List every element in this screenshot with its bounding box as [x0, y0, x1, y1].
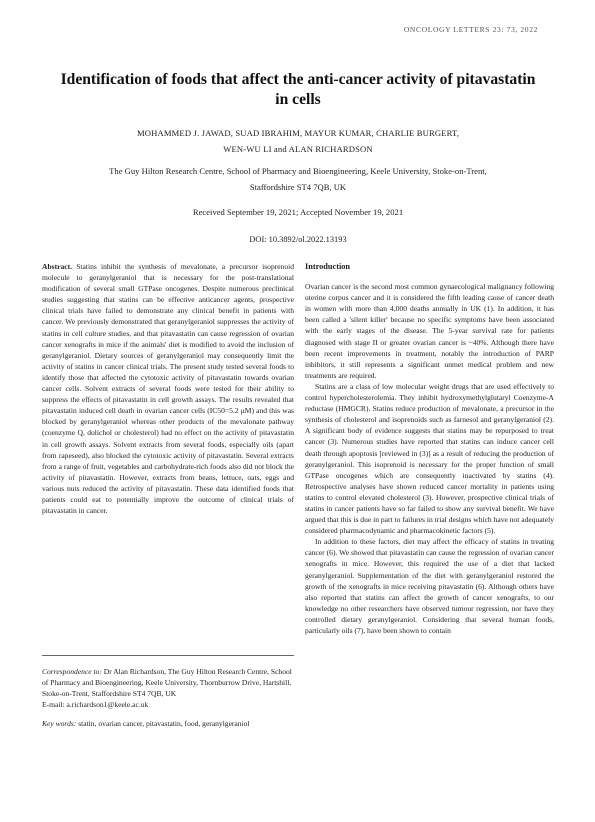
abstract-text: Statins inhibit the synthesis of mevalonate, a precursor isoprenoid molecule to geranylgeraniol that is necessary for the post-translational modification of several small GTPase oncogenes. Despite numerous preclinical studies suggesting that statins can be effective anticancer agents, prospective clinical trials have failed to demonstrate any clinical benefit in patients with cancer. We previously demonstrated that geranylgeraniol suppresses the activity of statins in cell culture studies, and that pitavastatin can cause regression of ovarian cancer xenografts in mice if the animals' diet is modified to avoid the inclusion of geranylgeraniol. Dietary sources of geranylgeraniol may consequently limit the activity of statins in cancer clinical trials. The present study tested several foods to identify those that affected the cytotoxic activity of pitavastatin towards ovarian cancer cells. Solvent extracts of several foods were tested for their ability to suppress the effects of pitavastatin in cell growth assays. The results revealed that pitavastatin induced cell death in ovarian cancer cells (IC50=5.2 μM) and this was blocked by geranylgeraniol whereas other products of the mevalonate pathway (coenzyme Q, dolichol or cholesterol) had no effect on the activity of pitavastatin in cell growth assays. Solvent extracts from several foods, especially oils (apart from rapeseed), also blocked the cytotoxic activity of pitavastatin. Several extracts from a range of fruit, vegetables and carbohydrate-rich foods also did not block the activity of pitavastatin. However, extracts from beans, lettuce, oats, eggs and various nuts reduced the activity of pitavastatin. These data identified foods that patients could eat to potentially improve the outcome of clinical trials of pitavastatin in cancer.	[42, 262, 294, 516]
introduction-heading: Introduction	[305, 262, 351, 271]
abstract-paragraph	[42, 261, 294, 516]
introduction-column	[305, 261, 554, 636]
keywords	[42, 718, 294, 729]
intro-paragraph-3: In addition to these factors, diet may affect the efficacy of statins in treating cancer (6). We showed that pitavastatin can cause the regression of ovarian cancer xenografts in mice. However, this required the use of a diet that lacked geranylgeraniol. Supplementation of the diet with geranylgeraniol restored the growth of the xenografts in mice receiving pitavastatin (6). Although others have also reported that statins can affect the growth of cancer xenografts, to our knowledge no other researchers have observed tumour regression, nor have they controlled dietary geranylgeraniol. Considering that several human foods, particularly oils (7), have been shown to contain	[305, 537, 554, 635]
running-head: ONCOLOGY LETTERS 23: 73, 2022	[403, 25, 538, 34]
correspondence-text: Dr Alan Richardson, The Guy Hilton Research Centre, School of Pharmacy and Bioengineering, Keele University, Thornburrow Drive, Hartshill, Stoke-on-Trent, Staffordshire ST4 7QB, UK	[42, 667, 292, 699]
keywords-text: statin, ovarian cancer, pitavastatin, food, geranylgeraniol	[76, 719, 250, 729]
affiliation: The Guy Hilton Research Centre, School of Pharmacy and Bioengineering, Keele University, Stoke-on-Trent, Staffordshire ST4 7QB, UK	[109, 166, 487, 192]
article-title: Identification of foods that affect the anti-cancer activity of pitavastatin in cells	[60, 71, 536, 108]
keywords-label: Key words:	[42, 719, 77, 729]
correspondence-label: Correspondence to:	[42, 667, 102, 676]
intro-paragraph-1: Ovarian cancer is the second most common gynaecological malignancy following uterine corpus cancer and it is considered the fifth leading cause of cancer death in women with more than 4,000 deaths annually in UK (1). In addition, it has been called a 'silent killer' because no specific symptoms have been associated with the early stages of the disease. The 5-year survival rate for patients diagnosed with stage II or greater ovarian cancer is ~40%. Although there have been recent improvements in treatment, notably the introduction of PARP inhibitors, it still represents a significant unmet medical problem and new treatments are required.	[305, 282, 554, 380]
correspondence	[42, 666, 294, 699]
abstract-heading: Abstract.	[42, 262, 72, 271]
intro-paragraph-2: Statins are a class of low molecular weight drugs that are used effectively to control hypercholesterolemia. They inhibit hydroxymethylglutaryl Coenzyme-A reductase (HMGCR). Statins reduce production of mevalonate, a precursor in the synthesis of cholesterol and isoprenoids such as farnesol and geranylgeraniol (2). A significant body of evidence suggests that statins may be repurposed to treat cancer (3). Numerous studies have reported that statins can induce cancer cell death through apoptosis [reviewed in (3)] as a result of reducing the production of geranylgeraniol. This isoprenoid is necessary for the proper function of small GTPase oncogenes which are consequently inactivated by statins (4). Retrospective analyses have shown reduced cancer mortality in patients using statins to control elevated cholesterol (3). However, prospective clinical trials of statins in cancer patients have so far failed to show any survival benefit. We have argued that this is due in part to failures in trial designs which have not adequately considered pharmacodynamic and pharmacokinetic factors (5).	[305, 381, 554, 536]
correspondence-email: E-mail: a.richardson1@keele.ac.uk	[42, 700, 149, 710]
doi: DOI: 10.3892/ol.2022.13193	[249, 235, 347, 244]
abstract-column	[42, 261, 294, 516]
author-list	[60, 126, 536, 157]
footnote-box	[42, 655, 294, 729]
received-dates: Received September 19, 2021; Accepted November 19, 2021	[192, 207, 404, 217]
author-line-1: MOHAMMED J. JAWAD, SUAD IBRAHIM, MAYUR KUMAR, CHARLIE BURGERT,	[136, 128, 460, 138]
author-line-2: WEN-WU LI and ALAN RICHARDSON	[223, 143, 373, 154]
